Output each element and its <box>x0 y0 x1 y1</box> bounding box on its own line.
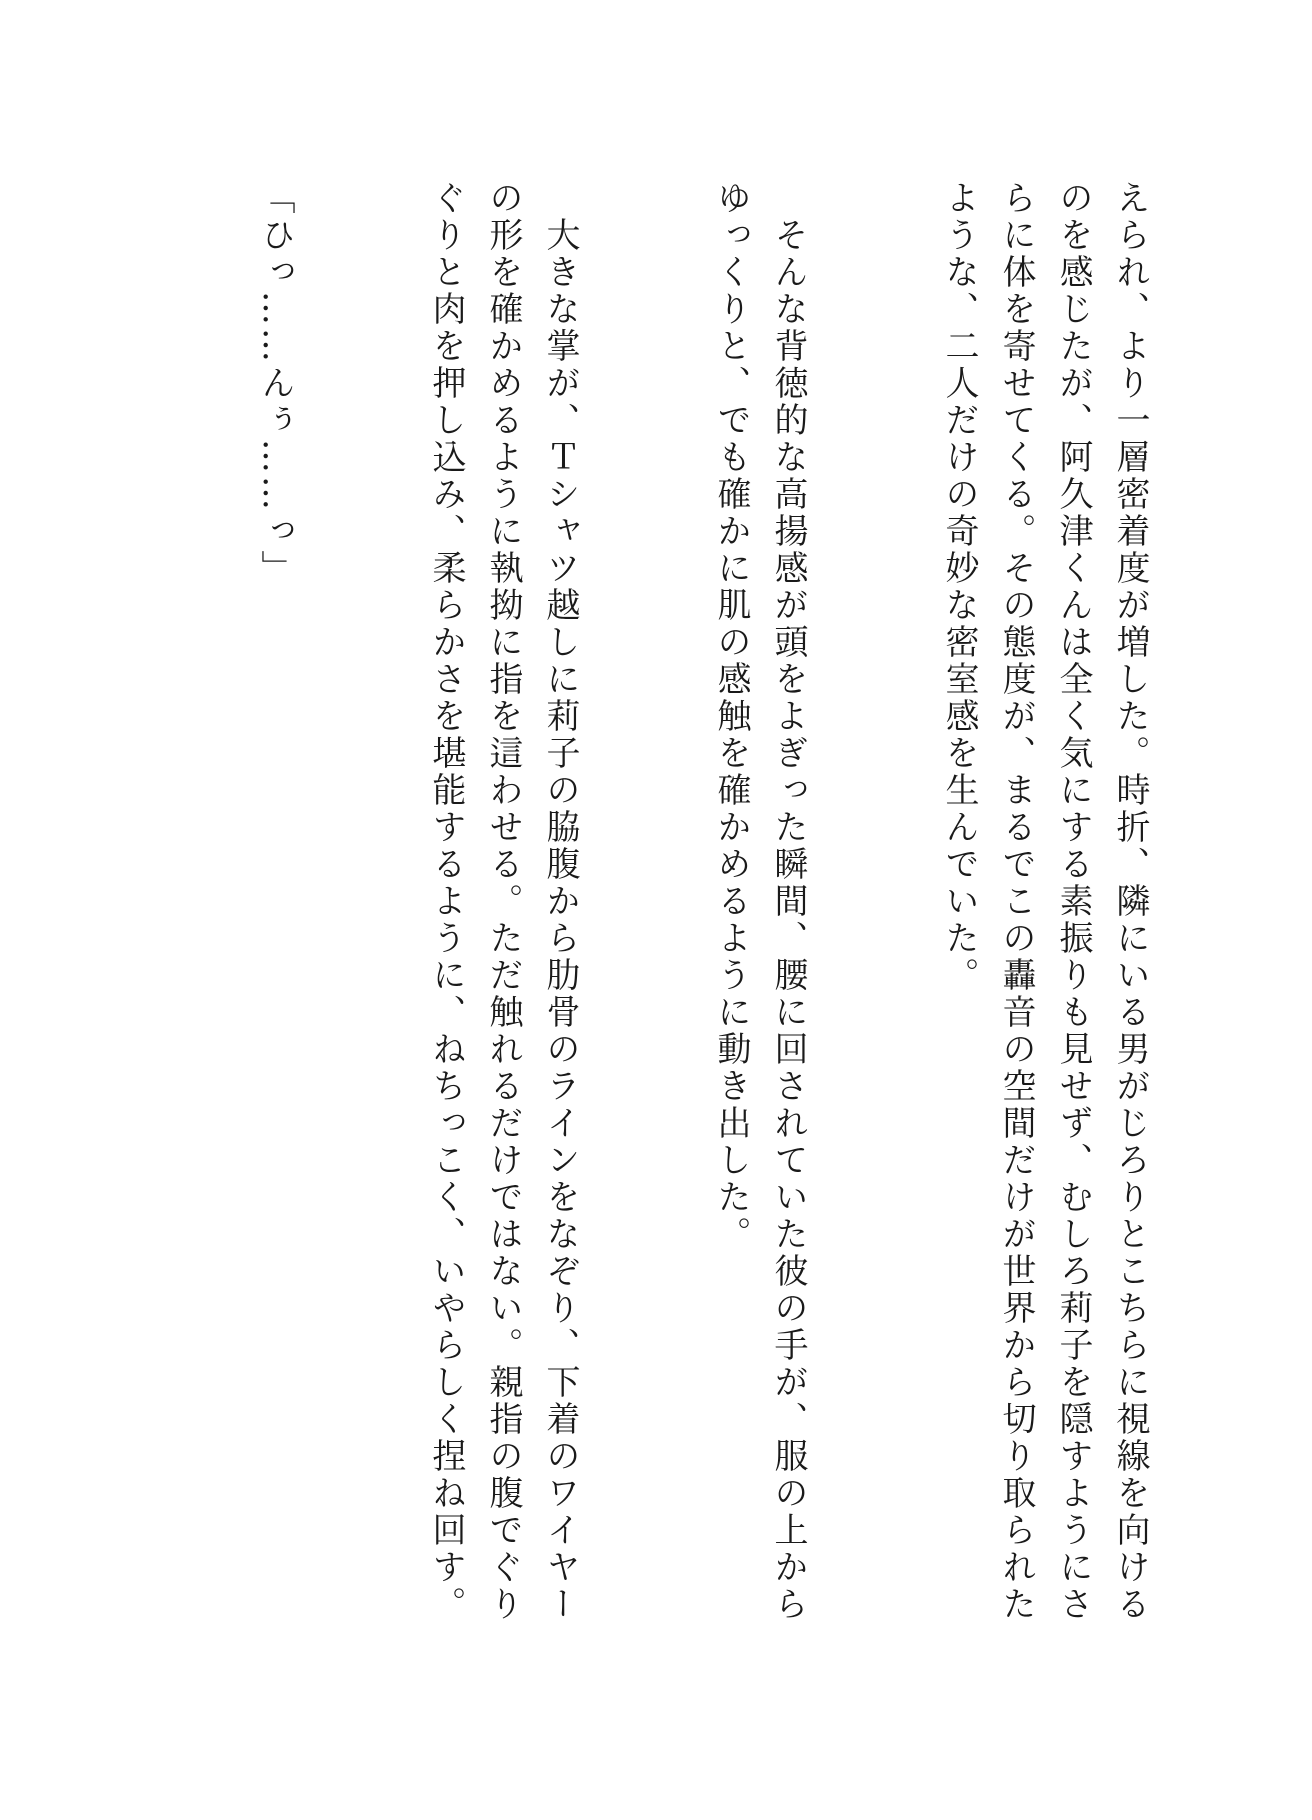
paragraph-4-dialogue: 「ひっ……んぅ……っ」 <box>255 180 295 587</box>
paragraph-3: 大きな掌が、Ｔシャツ越しに莉子の脇腹から肋骨のラインをなぞり、下着のワイヤーの形を確かめるように執拗に指を這わせる。ただ触れるだけではない。親指の腹でぐりぐりと肉を押し込み、柔らかさを堪能するように、ねちっこく、いやらしく捏ね回す。 <box>426 180 580 1623</box>
paragraph-1: えられ、より一層密着度が増した。時折、隣にいる男がじろりとこちらに視線を向けるのを感じたが、阿久津くんは全く気にする素振りも見せず、むしろ莉子を隠すようにさらに体を寄せてくる。その態度が、まるでこの轟音の空間だけが世界から切り取られたような、二人だけの奇妙な密室感を生んでいた。 <box>939 180 1150 1623</box>
vertical-text-block <box>246 180 1158 1640</box>
paragraph-2: そんな背徳的な高揚感が頭をよぎった瞬間、腰に回されていた彼の手が、服の上からゆっくりと、でも確かに肌の感触を確かめるように動き出した。 <box>711 180 808 1623</box>
